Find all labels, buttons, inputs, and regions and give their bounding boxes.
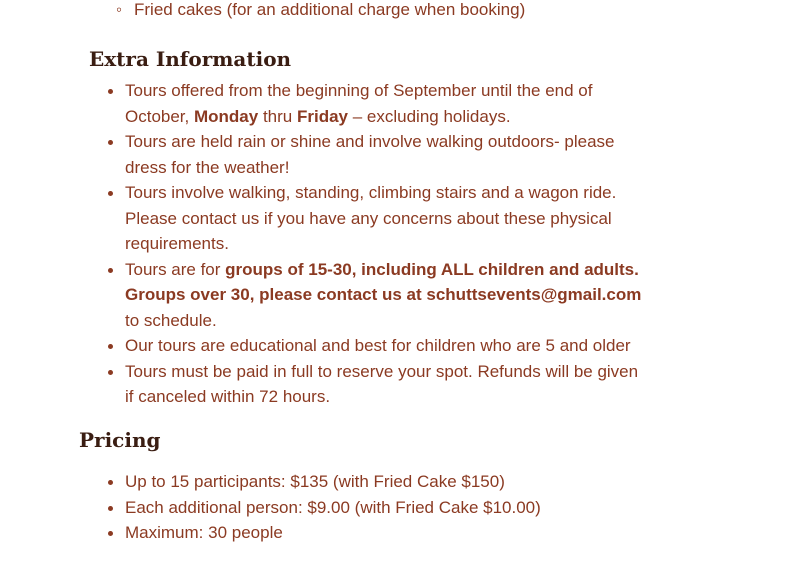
pricing-heading: Pricing	[79, 428, 161, 452]
list-item: Tours are held rain or shine and involve walking outdoors- please dress for the weather!	[125, 129, 645, 180]
list-item: Our tours are educational and best for children who are 5 and older	[125, 333, 645, 359]
addons-list	[134, 0, 525, 21]
list-item: Up to 15 participants: $135 (with Fried Cake $150)	[125, 469, 645, 495]
list-item: Each additional person: $9.00 (with Fried Cake $10.00)	[125, 495, 645, 521]
list-item: Tours are for groups of 15-30, including ALL children and adults. Groups over 30, please contact us at schuttsevents@gmail.com to schedule.	[125, 257, 645, 334]
list-item: Tours involve walking, standing, climbing stairs and a wagon ride. Please contact us if you have any concerns about these physical requirements.	[125, 180, 645, 257]
list-item: Maximum: 30 people	[125, 520, 645, 546]
list-item: ◦ Fried cakes (for an additional charge when booking)	[134, 0, 525, 21]
extra-info-list	[125, 78, 645, 410]
list-item: Tours offered from the beginning of September until the end of October, Monday thru Friday – excluding holidays.	[125, 78, 645, 129]
extra-info-heading: Extra Information	[89, 47, 292, 71]
list-item: Tours must be paid in full to reserve your spot. Refunds will be given if canceled within 72 hours.	[125, 359, 645, 410]
pricing-list	[125, 469, 645, 546]
